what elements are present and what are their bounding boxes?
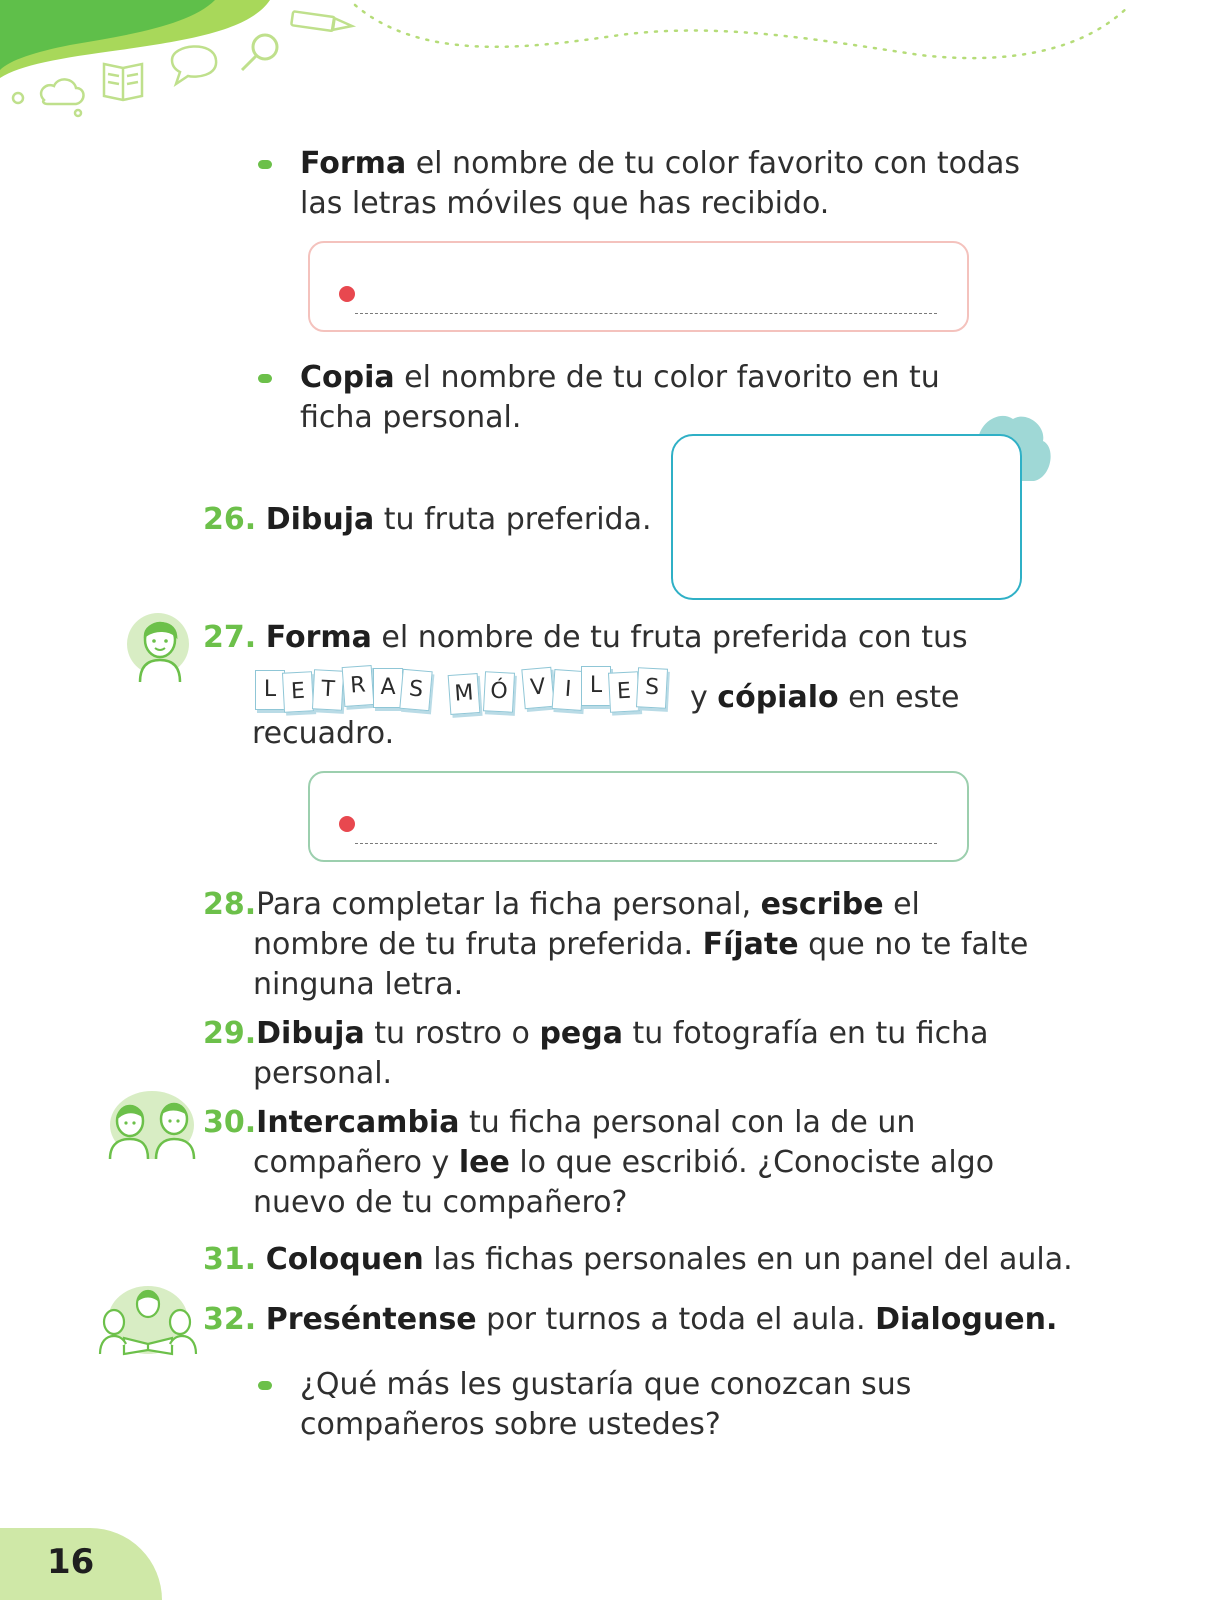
pencil-icon [291,11,352,31]
item-number: 27. [203,620,257,655]
item-number: 26. [203,502,257,537]
letter-tile: E [608,671,640,713]
letter-tile: L [255,670,285,710]
instruction-copy-color: Copia el nombre de tu color favorito en tu ficha personal. [300,360,940,435]
item-number: 28. [203,887,257,922]
speech-bubble-icon [172,46,216,84]
magnifier-icon [242,35,277,70]
item-number: 32. [203,1302,257,1337]
open-book-icon [104,64,142,100]
bullet-dot [258,160,272,169]
bullet-dot [258,1381,272,1390]
letter-tile: V [521,667,554,709]
letras-moviles-tiles [255,664,675,716]
item-26: 26. Dibuja tu fruta preferida. [203,502,652,537]
drawing-box-fruit[interactable] [671,434,1022,600]
bold-verb: Forma [300,146,407,181]
thought-cloud-icon [13,79,84,116]
letter-tile: L [581,666,611,706]
letter-tile: T [312,669,344,711]
item-27-line2: y cópialo en este [690,680,960,715]
red-dot-marker [339,816,355,832]
group-work-icon [98,1282,198,1356]
item-number: 30. [203,1105,257,1140]
letter-tile: M [448,673,481,715]
page-number: 16 [47,1542,95,1582]
bullet-dot [258,374,272,383]
pair-work-icon [106,1089,198,1161]
item-number: 29. [203,1016,257,1051]
letter-tile: A [373,668,403,708]
header-decoration [0,0,1215,130]
letter-tile: S [399,669,432,711]
red-dot-marker [339,286,355,302]
item-27-line3: recuadro. [252,716,395,751]
letter-tile: E [282,671,314,713]
answer-box-fruit[interactable] [308,771,969,862]
item-31: 31. Coloquen las fichas personales en un panel del aula. [203,1242,1073,1277]
page-number-tab [0,1528,162,1600]
item-32: 32. Preséntense por turnos a toda el aula. Dialoguen. [203,1302,1058,1337]
writing-line[interactable] [355,843,937,844]
item-number: 31. [203,1242,257,1277]
letter-tile: S [636,667,668,709]
item-28: 28.Para completar la ficha personal, escribe el nombre de tu fruta preferida. Fíjate que no te falte ninguna letra. [203,887,1029,1002]
item-29: 29.Dibuja tu rostro o pega tu fotografía en tu ficha personal. [203,1016,989,1091]
item-30: 30.Intercambia tu ficha personal con la de un compañero y lee lo que escribió. ¿Conociste algo nuevo de tu compañero? [203,1105,995,1220]
discussion-question: ¿Qué más les gustaría que conozcan sus compañeros sobre ustedes? [300,1367,912,1442]
letter-tile: I [552,669,585,711]
writing-line[interactable] [355,313,937,314]
letter-tile: R [342,665,375,707]
answer-box-color[interactable] [308,241,969,332]
individual-work-icon [126,608,198,684]
instruction-form-color: Forma el nombre de tu color favorito con todas las letras móviles que has recibido. [300,146,1021,221]
letter-tile: Ó [483,671,515,713]
item-27: 27. Forma el nombre de tu fruta preferida con tus [203,620,968,655]
